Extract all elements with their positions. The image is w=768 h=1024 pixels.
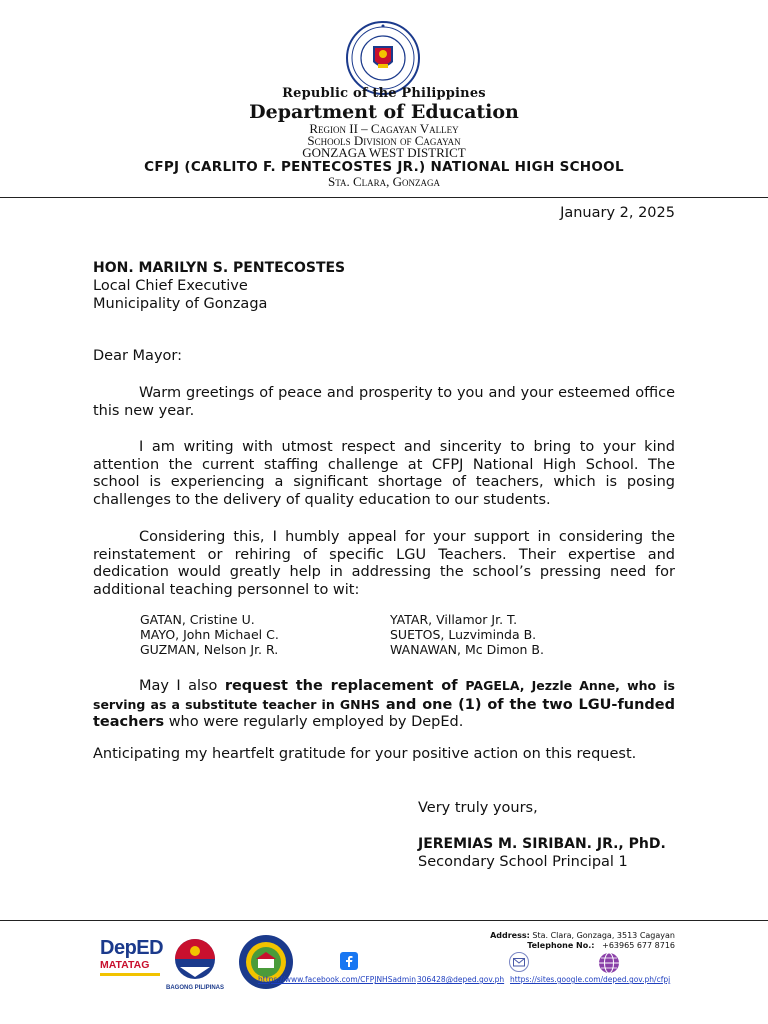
closing: Very truly yours, [418,800,538,816]
header-divider [0,197,768,198]
school-name: CFPJ (CARLITO F. PENTECOSTES JR.) NATIONAL HIGH SCHOOL [144,159,624,175]
p4-request: request the replacement of [224,678,466,694]
mail-icon[interactable] [509,952,529,972]
deped-wordmark: DepED [100,937,164,959]
p4-ending: who were regularly employed by DepEd. [164,714,464,730]
paragraph-greeting: Warm greetings of peace and prosperity to you and your esteemed office this new year. [93,385,675,419]
teacher-name: WANAWAN, Mc Dimon B. [390,642,544,657]
globe-icon[interactable] [598,952,620,974]
signatory-name: JEREMIAS M. SIRIBAN. JR., PhD. [418,836,666,852]
p4-substitute: PAGELA, Jezzle Anne, who is serving as a substitute teacher in GNHS [93,678,675,712]
footer-address [420,931,675,951]
recipient-name: HON. MARILYN S. PENTECOSTES [93,260,346,276]
region-line: Region II – Cagayan Valley [309,121,459,136]
school-town: Sta. Clara, Gonzaga [327,174,441,189]
phone-line [420,941,675,951]
teacher-name: GUZMAN, Nelson Jr. R. [140,642,279,657]
address-value: Sta. Clara, Gonzaga, 3513 Cagayan [532,931,675,940]
district-line: GONZAGA WEST DISTRICT [302,145,466,160]
phone-label: Telephone No.: [527,941,595,950]
department-title: Department of Education [249,101,519,123]
paragraph-appeal: Considering this, I humbly appeal for your support in considering the reinstatement or rehiring of specific LGU Teachers. Their expertise and dedication would greatly help in addressing the school’s pressing need for additional teaching personnel to wit: [93,529,675,598]
recipient-position: Local Chief Executive [93,278,248,294]
deped-matatag-logo [100,937,162,987]
bagong-pilipinas-logo [166,937,224,991]
teacher-name: GATAN, Cristine U. [140,612,255,627]
phone-value: +63965 677 8716 [602,941,675,950]
recipient-organization: Municipality of Gonzaga [93,296,268,312]
email-link[interactable]: 306428@deped.gov.ph [417,975,505,984]
logo-rule [100,973,160,976]
footer-divider [0,920,768,921]
teacher-name: SUETOS, Luzviminda B. [390,627,537,642]
address-line [420,931,675,941]
facebook-link[interactable]: https://www.facebook.com/CFPJNHSadmin [258,975,416,984]
bagong-pilipinas-emblem-icon [166,937,224,981]
division-line: Schools Division of Cagayan [307,133,461,148]
matatag-wordmark: MATATAG [100,959,150,971]
teacher-name: YATAR, Villamor Jr. T. [390,612,518,627]
letter-date: January 2, 2025 [560,205,675,221]
bagong-pilipinas-text: BAGONG PILIPINAS [166,985,225,991]
teacher-list-left [140,612,279,657]
paragraph-gratitude: Anticipating my heartfelt gratitude for your positive action on this request. [93,746,637,762]
p4-lgu-teachers: and one (1) of the two LGU-funded teachers [93,696,675,730]
paragraph-replacement [93,677,675,732]
deped-seal-icon [345,20,421,96]
website-link[interactable]: https://sites.google.com/deped.gov.ph/cfpj [510,975,671,984]
teacher-name: MAYO, John Michael C. [140,627,279,642]
p4-intro: May I also [139,678,225,694]
paragraph-staffing: I am writing with utmost respect and sincerity to bring to your kind attention the current staffing challenge at CFPJ National High School. The school is experiencing a significant shortage of teachers, which is posing challenges to the delivery of quality education to our students. [93,439,675,508]
facebook-icon[interactable] [340,952,358,970]
address-label: Address: [490,931,530,940]
salutation: Dear Mayor: [93,348,182,364]
republic-line: Republic of the Philippines [282,86,486,101]
signatory-position: Secondary School Principal 1 [418,854,628,870]
teacher-list-right [390,612,544,657]
